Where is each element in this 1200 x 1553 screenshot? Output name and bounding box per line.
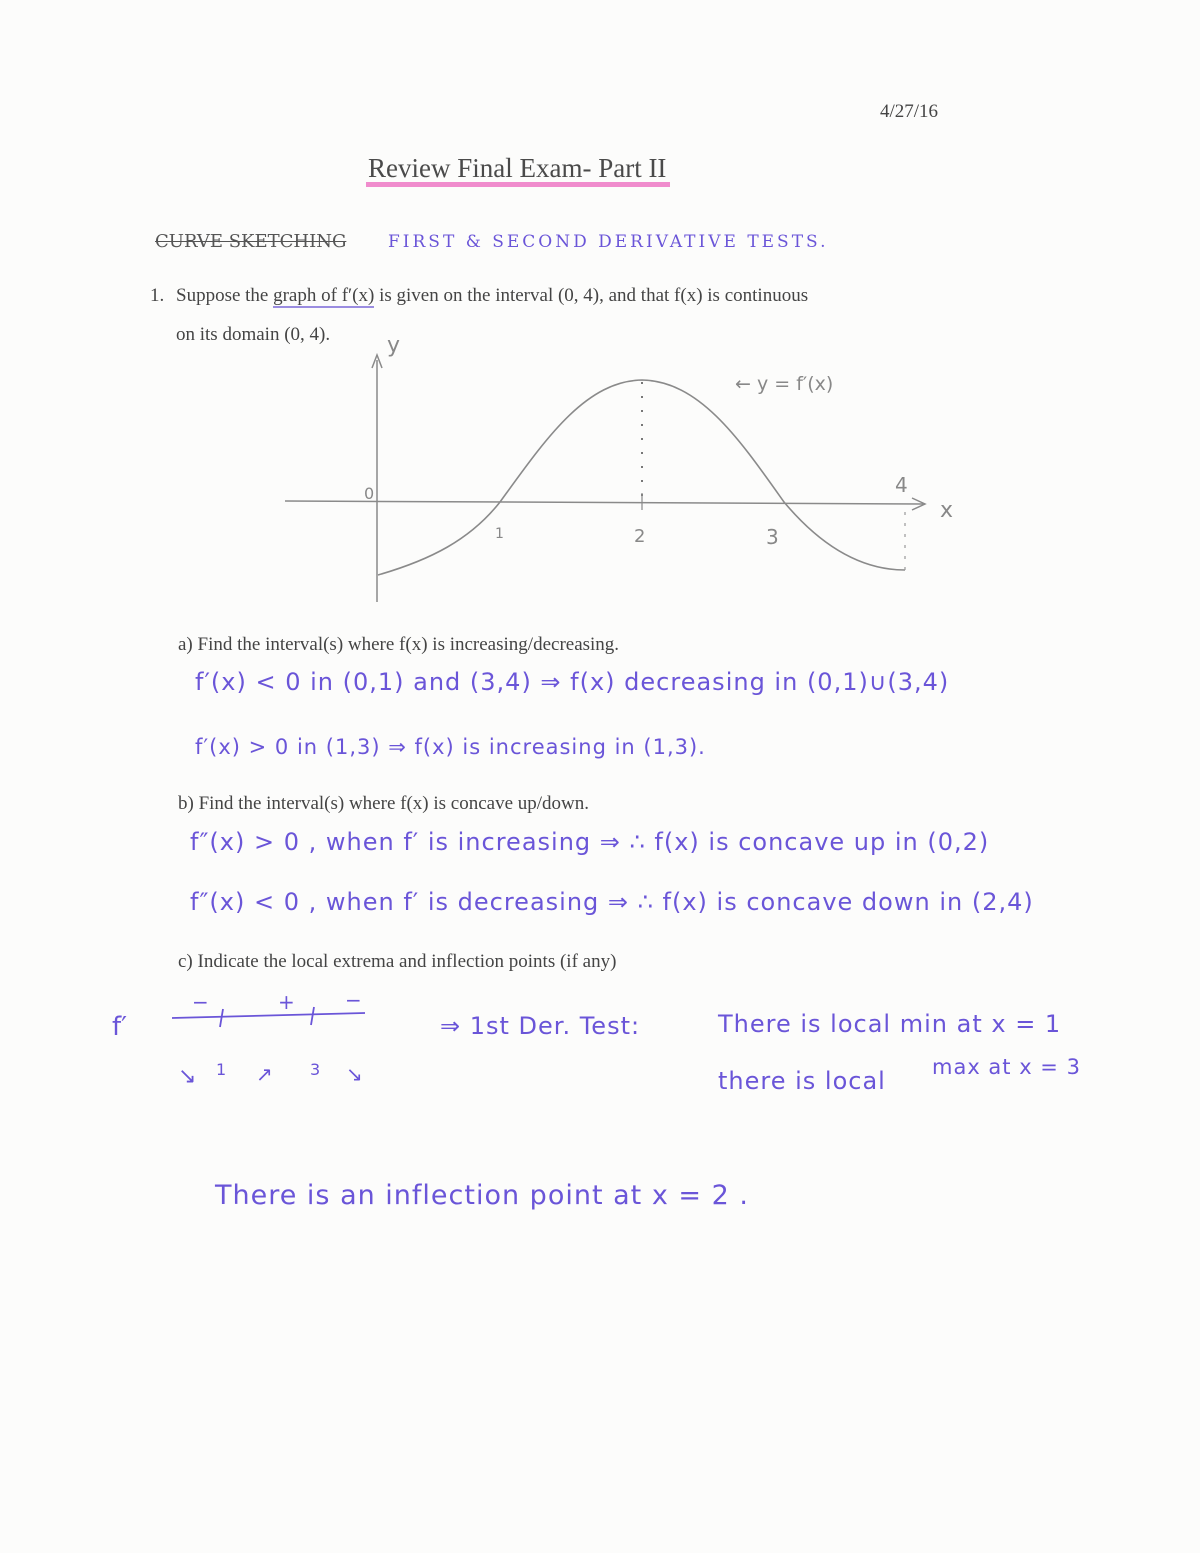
tick-label-3: 3 — [766, 525, 779, 549]
sign-chart-label: f′ — [112, 1012, 128, 1042]
question-text-post: is given on the interval (0, 4), and that f(x) is continuous — [374, 285, 809, 306]
tick-label-2: 2 — [634, 526, 646, 547]
local-min-result: There is local min at x = 1 — [718, 1010, 1062, 1038]
inflection-point-result: There is an inflection point at x = 2 . — [215, 1180, 749, 1211]
question-text-line2: on its domain (0, 4). — [176, 324, 331, 345]
date: 4/27/16 — [880, 101, 939, 122]
first-derivative-test-label: ⇒ 1st Der. Test: — [440, 1012, 641, 1040]
curve-label: ← y = f′(x) — [735, 373, 834, 395]
part-a-answer-1: f′(x) < 0 in (0,1) and (3,4) ⇒ f(x) decreasing in (0,1)∪(3,4) — [195, 668, 950, 696]
x-axis — [285, 501, 925, 504]
page-title: Review Final Exam- Part II — [366, 153, 670, 190]
section-heading: FIRST & SECOND DERIVATIVE TESTS. — [388, 232, 829, 252]
local-max-result-post: max at x = 3 — [932, 1055, 1081, 1079]
sign-chart-tick-3 — [311, 1007, 314, 1025]
sign-chart-tick-1 — [220, 1009, 223, 1027]
local-max-result-pre: there is local — [718, 1067, 886, 1095]
sign-chart — [100, 995, 400, 1095]
arrow-decreasing-left: ↘ — [178, 1064, 197, 1089]
part-a-answer-2: f′(x) > 0 in (1,3) ⇒ f(x) is increasing in (1,3). — [195, 735, 706, 759]
sign-plus: + — [278, 995, 295, 1014]
arrow-decreasing-right: ↘ — [346, 1062, 363, 1086]
part-a-prompt: a) Find the interval(s) where f(x) is increasing/decreasing. — [178, 634, 620, 655]
sign-minus-right: − — [345, 995, 362, 1012]
question-text-underlined: graph of f′(x) — [273, 285, 375, 306]
question-number: 1. — [150, 285, 165, 306]
part-b-answer-1: f″(x) > 0 , when f′ is increasing ⇒ ∴ f(x) is concave up in (0,2) — [190, 828, 990, 856]
y-axis-label: y — [387, 333, 401, 358]
tick-label-1: 1 — [495, 526, 504, 542]
arrow-increasing: ↗ — [256, 1062, 273, 1086]
part-b-answer-2: f″(x) < 0 , when f′ is decreasing ⇒ ∴ f(x) is concave down in (2,4) — [190, 888, 1034, 916]
sign-chart-point-1: 1 — [216, 1060, 227, 1079]
question-text-pre: Suppose the — [176, 285, 274, 306]
origin-label: 0 — [364, 484, 375, 503]
sign-minus-left: − — [192, 995, 209, 1014]
struck-heading: CURVE SKETCHING — [155, 231, 347, 252]
part-b-prompt: b) Find the interval(s) where f(x) is concave up/down. — [178, 793, 590, 814]
part-c-prompt: c) Indicate the local extrema and inflection points (if any) — [178, 951, 617, 972]
x-axis-label: x — [940, 498, 954, 523]
sign-chart-point-3: 3 — [310, 1060, 321, 1079]
derivative-graph — [0, 0, 1200, 640]
tick-label-4: 4 — [895, 473, 908, 497]
